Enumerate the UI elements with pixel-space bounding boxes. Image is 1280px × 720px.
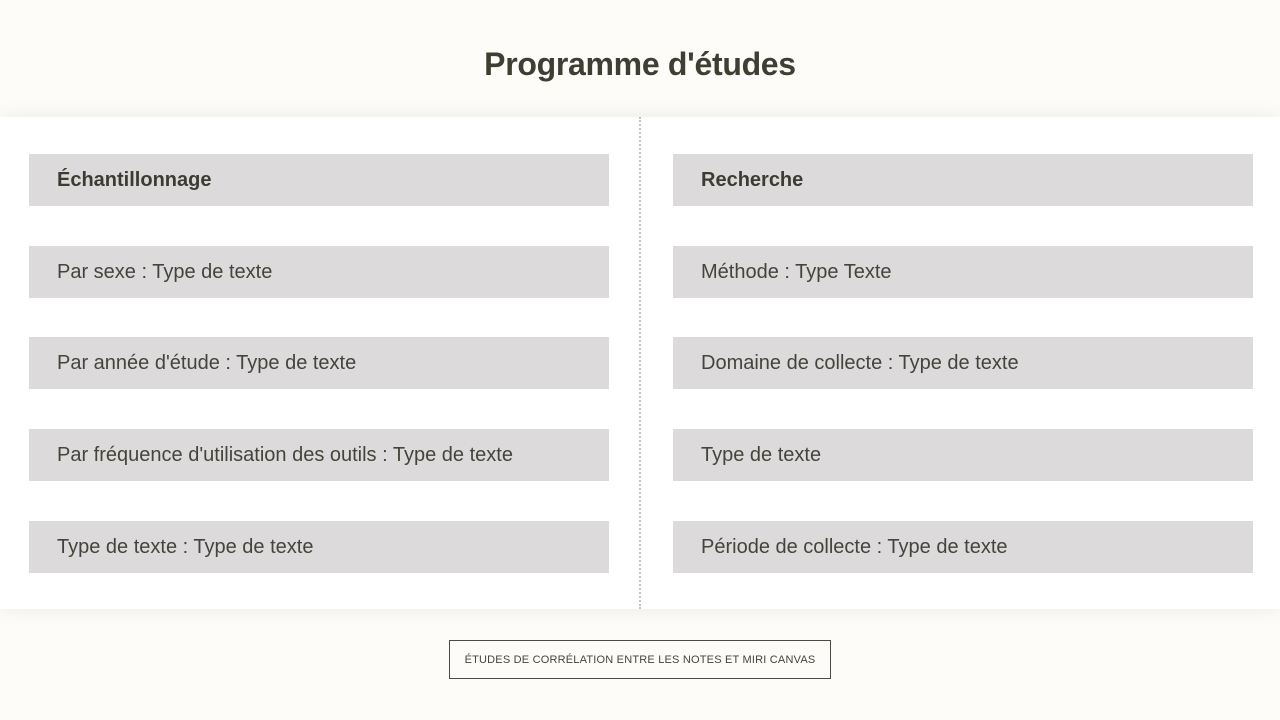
footer-caption-button[interactable]: ÉTUDES DE CORRÉLATION ENTRE LES NOTES ET MIRI CANVAS — [449, 640, 831, 679]
right-item-text-type[interactable]: Type de texte — [673, 429, 1253, 481]
page-title: Programme d'études — [484, 46, 796, 82]
left-item-sex[interactable]: Par sexe : Type de texte — [29, 246, 609, 298]
right-item-collection-period[interactable]: Période de collecte : Type de texte — [673, 521, 1253, 573]
column-divider — [639, 117, 641, 609]
left-item-text-type[interactable]: Type de texte : Type de texte — [29, 521, 609, 573]
left-item-study-year[interactable]: Par année d'étude : Type de texte — [29, 337, 609, 389]
content-card — [0, 117, 1280, 609]
right-column-header: Recherche — [673, 154, 1253, 206]
left-column-header: Échantillonnage — [29, 154, 609, 206]
right-item-method[interactable]: Méthode : Type Texte — [673, 246, 1253, 298]
left-item-tool-frequency[interactable]: Par fréquence d'utilisation des outils : Type de texte — [29, 429, 609, 481]
right-item-collection-domain[interactable]: Domaine de collecte : Type de texte — [673, 337, 1253, 389]
